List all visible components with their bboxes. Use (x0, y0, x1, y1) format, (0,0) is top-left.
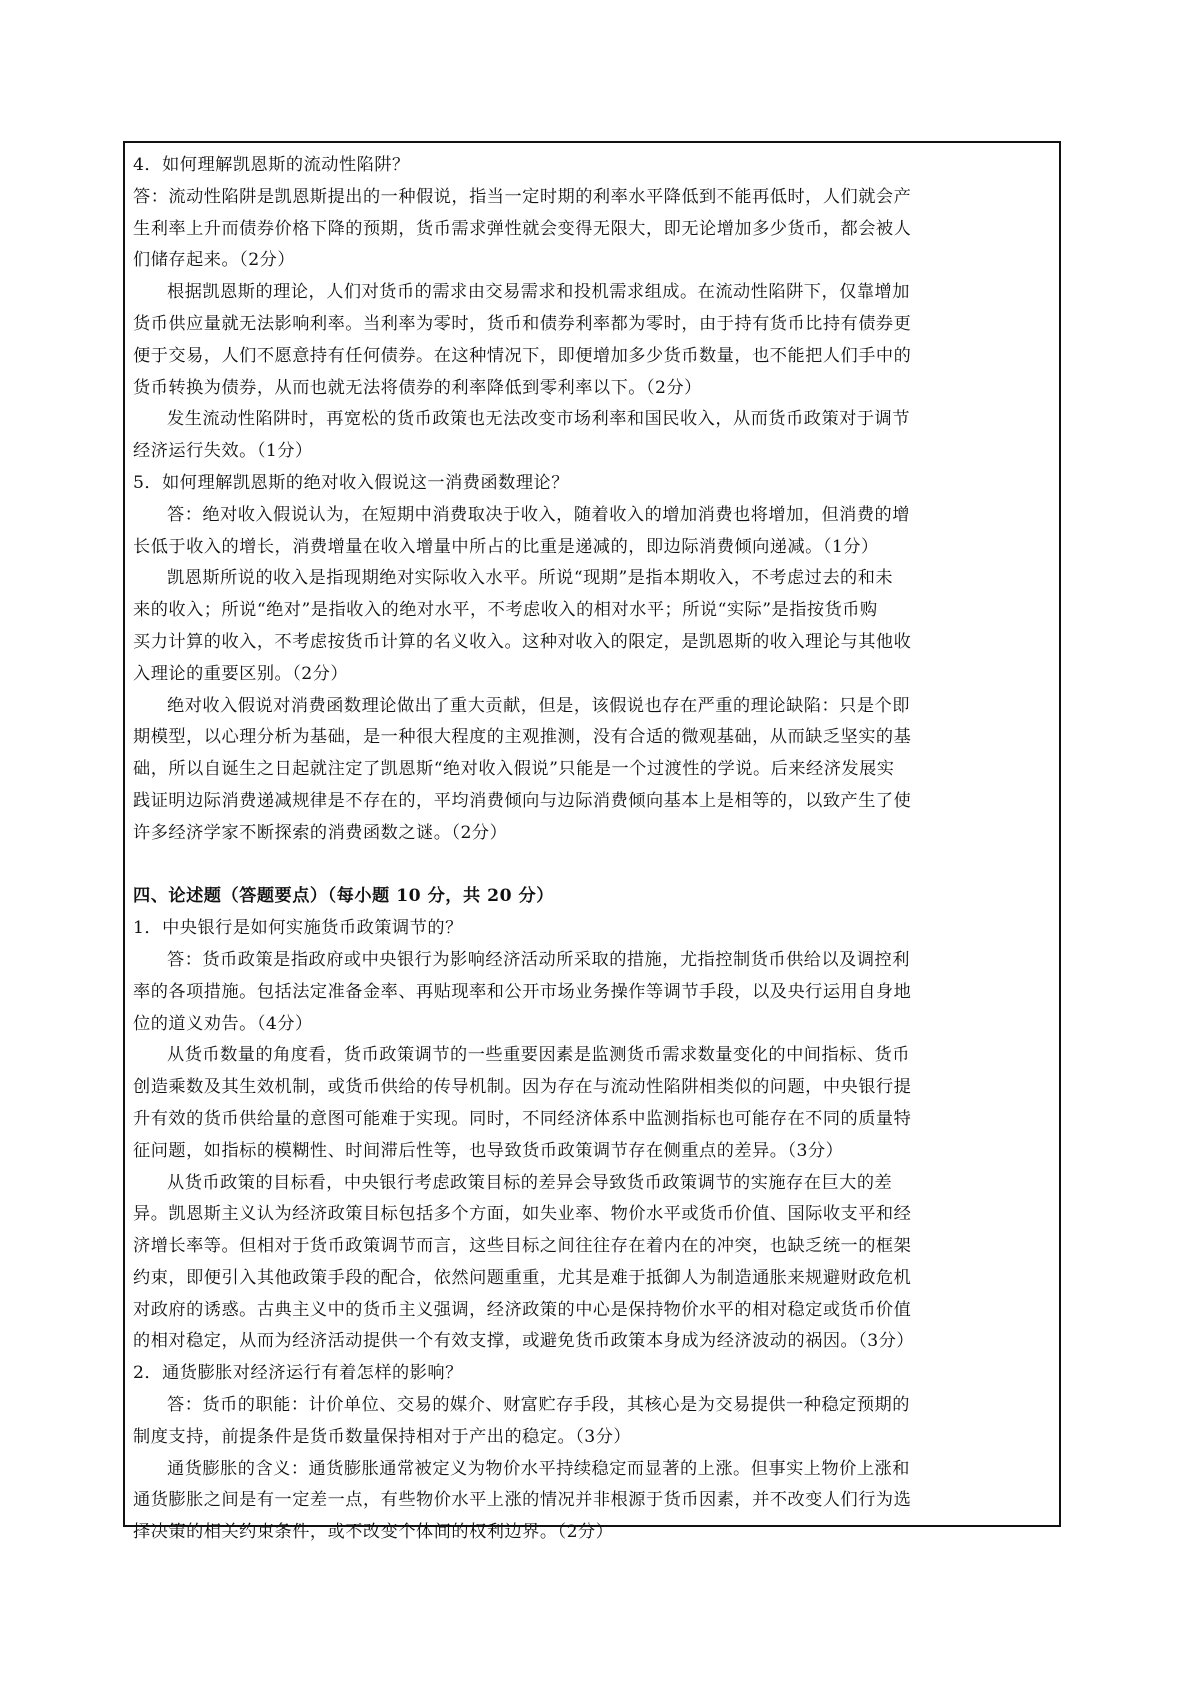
answer-line: 答：货币政策是指政府或中央银行为影响经济活动所采取的措施，尤指控制货币供给以及调控利 (167, 949, 910, 970)
answer-line: 们储存起来。（2分） (133, 250, 296, 271)
paragraph-line: 择决策的相关约束条件，或不改变个体间的权利边界。（2分） (133, 1522, 614, 1543)
paragraph-line: 创造乘数及其生效机制，或货币供给的传导机制。因为存在与流动性陷阱相类似的问题，中央银行提 (133, 1077, 912, 1098)
paragraph-line: 征问题，如指标的模糊性、时间滞后性等，也导致货币政策调节存在侧重点的差异。（3分） (133, 1140, 844, 1161)
paragraph-line: 践证明边际消费递减规律是不存在的，平均消费倾向与边际消费倾向基本上是相等的，以致产生了使 (133, 790, 912, 811)
paragraph-line: 的相对稳定，从而为经济活动提供一个有效支撑，或避免货币政策本身成为经济波动的祸因。（3分） (133, 1331, 915, 1352)
paragraph-line: 升有效的货币供给量的意图可能难于实现。同时，不同经济体系中监测指标也可能存在不同的质量特 (133, 1108, 912, 1129)
paragraph-line: 异。凯恩斯主义认为经济政策目标包括多个方面，如失业率、物价水平或货币价值、国际收支平和经 (133, 1204, 912, 1225)
blank-line (133, 850, 1051, 882)
question-1: 1．中央银行是如何实施货币政策调节的？ (133, 918, 463, 939)
paragraph-line: 约束，即便引入其他政策手段的配合，依然问题重重，尤其是难于抵御人为制造通胀来规避财政危机 (133, 1267, 912, 1288)
answer-line: 长低于收入的增长，消费增量在收入增量中所占的比重是递减的，即边际消费倾向递减。（1分） (133, 536, 879, 557)
question-5: 5．如何理解凯恩斯的绝对收入假说这一消费函数理论？ (133, 472, 569, 493)
answer-line: 生利率上升而债券价格下降的预期，货币需求弹性就会变得无限大，即无论增加多少货币，都会被人 (133, 218, 912, 239)
paragraph-line: 经济运行失效。（1分） (133, 441, 313, 462)
section-heading: 四、论述题（答题要点）（每小题 10 分，共 20 分） (133, 886, 554, 907)
paragraph-line: 货币供应量就无法影响利率。当利率为零时，货币和债券利率都为零时，由于持有货币比持有债券更 (133, 313, 912, 334)
paragraph-line: 凯恩斯所说的收入是指现期绝对实际收入水平。所说“现期”是指本期收入，不考虑过去的和未 (167, 568, 894, 589)
answer-line: 位的道义劝告。（4分） (133, 1013, 313, 1034)
paragraph-line: 期模型，以心理分析为基础，是一种很大程度的主观推测，没有合适的微观基础，从而缺乏坚实的基 (133, 727, 912, 748)
paragraph-line: 通货膨胀的含义：通货膨胀通常被定义为物价水平持续稳定而显著的上涨。但事实上物价上涨和 (167, 1458, 910, 1479)
paragraph-line: 从货币数量的角度看，货币政策调节的一些重要因素是监测货币需求数量变化的中间指标、货币 (167, 1045, 910, 1066)
paragraph-line: 发生流动性陷阱时，再宽松的货币政策也无法改变市场利率和国民收入，从而货币政策对于调节 (167, 409, 910, 430)
paragraph-line: 货币转换为债券，从而也就无法将债券的利率降低到零利率以下。（2分） (133, 377, 702, 398)
paragraph-line: 入理论的重要区别。（2分） (133, 663, 349, 684)
paragraph-line: 买力计算的收入，不考虑按货币计算的名义收入。这种对收入的限定，是凯恩斯的收入理论与其他收 (133, 631, 912, 652)
paragraph-line: 对政府的诱惑。古典主义中的货币主义强调，经济政策的中心是保持物价水平的相对稳定或货币价值 (133, 1299, 912, 1320)
answer-line: 答：流动性陷阱是凯恩斯提出的一种假说，指当一定时期的利率水平降低到不能再低时，人们就会产 (133, 186, 912, 207)
paragraph-line: 来的收入；所说“绝对”是指收入的绝对水平，不考虑收入的相对水平；所说“实际”是指按货币购 (133, 600, 878, 621)
paragraph-line: 便于交易，人们不愿意持有任何债券。在这种情况下，即便增加多少货币数量，也不能把人们手中的 (133, 345, 912, 366)
paragraph-line: 从货币政策的目标看，中央银行考虑政策目标的差异会导致货币政策调节的实施存在巨大的差 (167, 1172, 893, 1193)
answer-line: 答：绝对收入假说认为，在短期中消费取决于收入，随着收入的增加消费也将增加，但消费的增 (167, 504, 910, 525)
paragraph-line: 根据凯恩斯的理论，人们对货币的需求由交易需求和投机需求组成。在流动性陷阱下，仅靠增加 (167, 282, 910, 303)
answer-line: 答：货币的职能：计价单位、交易的媒介、财富贮存手段，其核心是为交易提供一种稳定预期的 (167, 1395, 910, 1416)
answer-line: 率的各项措施。包括法定准备金率、再贴现率和公开市场业务操作等调节手段，以及央行运用自身地 (133, 981, 912, 1002)
question-4: 4．如何理解凯恩斯的流动性陷阱？ (133, 155, 410, 175)
answer-line: 制度支持，前提条件是货币数量保持相对于产出的稳定。（3分） (133, 1426, 632, 1447)
paragraph-line: 济增长率等。但相对于货币政策调节而言，这些目标之间往往存在着内在的冲突，也缺乏统一的框架 (133, 1236, 912, 1257)
answer-frame (123, 141, 1061, 1543)
paragraph-line: 绝对收入假说对消费函数理论做出了重大贡献，但是，该假说也存在严重的理论缺陷：只是个即 (167, 695, 910, 716)
paragraph-line: 础，所以自诞生之日起就注定了凯恩斯“绝对收入假说”只能是一个过渡性的学说。后来经济发展实 (133, 759, 895, 780)
question-2: 2．通货膨胀对经济运行有着怎样的影响？ (133, 1363, 463, 1384)
paragraph-line: 通货膨胀之间是有一定差一点，有些物价水平上涨的情况并非根源于货币因素，并不改变人们行为选 (133, 1490, 912, 1511)
paragraph-line: 许多经济学家不断探索的消费函数之谜。（2分） (133, 822, 508, 843)
